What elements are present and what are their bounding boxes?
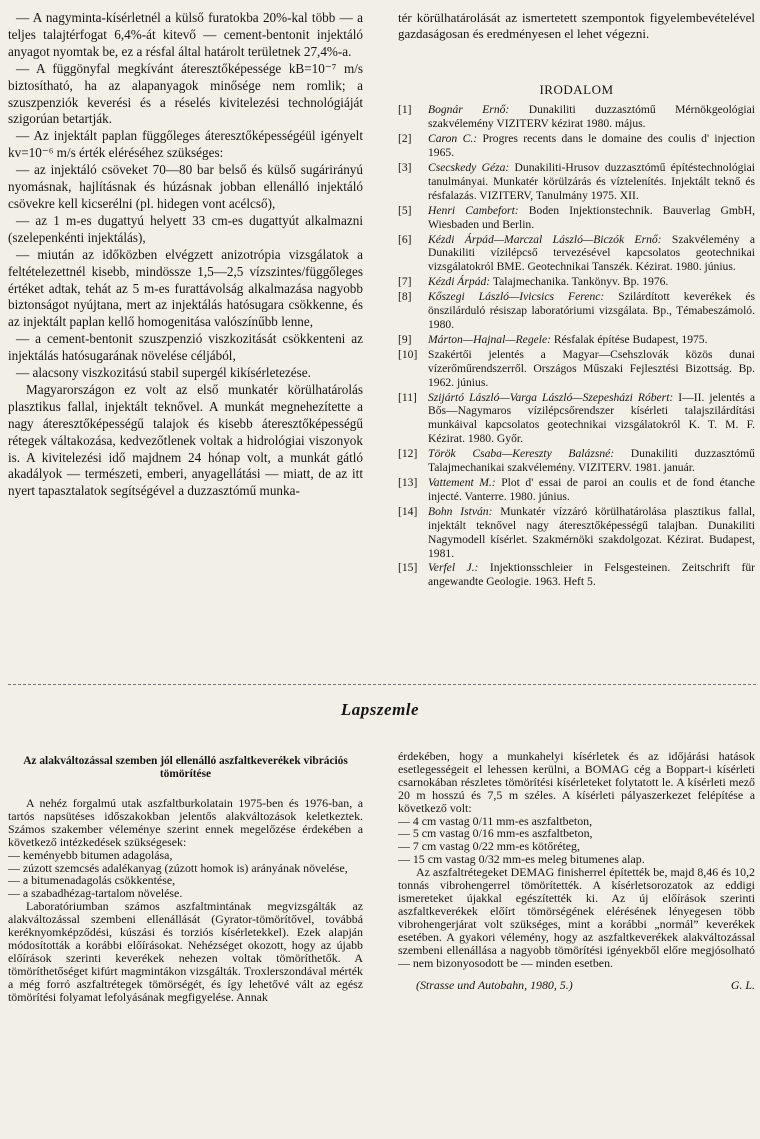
source-citation: (Strasse und Autobahn, 1980, 5.): [416, 978, 573, 993]
left-bottom-paragraph: — a bitumenadagolás csökkentése,: [8, 873, 176, 888]
reference-text: Caron C.: Progres recents dans le domaine des coulis d' injection 1965.: [428, 132, 755, 160]
section-title: Lapszemle: [340, 700, 420, 719]
reference-item: [398, 103, 755, 131]
reference-item: [398, 391, 755, 447]
source-line: [398, 979, 755, 992]
reference-number: [6]: [398, 232, 412, 246]
reference-item: [398, 447, 755, 475]
reference-author: Verfel J.:: [428, 561, 479, 575]
reference-text: Bohn István: Munkatér vízzáró körülhatárolása plasztikus fallal, injektált teknővel nagy áteresztőképességű talajban. Dunakiliti Nagymodell kísérlet. Szakmérnöki szakdolgozat. Kézirat. Budapest, 1981.: [428, 504, 755, 560]
reference-item: [398, 333, 755, 347]
reference-number: [15]: [398, 561, 418, 575]
reference-text: Török Csaba—Kereszty Balázsné: Dunakiliti duzzasztómű Talajmechanikai szakvélemény. VIZITERV. 1981. január.: [428, 447, 755, 475]
left-top-paragraph: Magyarországon ez volt az első munkatér körülhatárolás plasztikus fallal, injektált teknővel. A munkát megnehezítette a nagy áteresztőképességű talajok és kisebb áteresztőképességű rétegek váltakozása, kedvezőtlenek voltak a hidrológiai viszonyok is. A kivitelezési idő majdnem 24 hónap volt, a munkát gátló akadályok — természeti, emberi, anyagellátási — miatt, de az itt nyert tapasztalatok segítségével a duzzasztómű munka-: [8, 381, 363, 499]
right-column-top: [398, 10, 755, 590]
left-top-paragraph: — A nagyminta-kísérletnél a külső furatokba 20%-kal több — a teljes talajtérfogat 6,4%-át kitevő — cement-bentonit injektáló anyagot nyomtak be, ez a résfal által határolt területnek 27,4%-a.: [8, 10, 363, 59]
left-column-top: [8, 10, 363, 500]
reference-item: [398, 348, 755, 390]
reference-author: Bognár Ernő:: [428, 103, 510, 117]
reference-number: [7]: [398, 275, 412, 289]
reference-text: Henri Cambefort: Boden Injektionstechnik. Bauverlag GmbH, Wiesbaden und Berlin.: [428, 203, 756, 231]
article-body-left: [8, 797, 363, 1004]
references-heading: IRODALOM: [539, 82, 614, 98]
reference-item: [398, 476, 755, 504]
reference-text: Bognár Ernő: Dunakiliti duzzasztómű Mérnökgeológiai szakvélemény VIZITERV kézirat 1980. május.: [428, 103, 755, 131]
reference-author: Bohn István:: [428, 504, 493, 518]
reference-number: [2]: [398, 132, 412, 146]
reference-author: Márton—Hajnal—Regele:: [428, 332, 552, 346]
left-bottom-paragraph: A nehéz forgalmú utak aszfaltburkolatain 1975-ben és 1976-ban, a tartós napsütéses időszakokban jelentős alakváltozások keletkeztek. Számos szakember véleménye szerint ennek megelőzése érdekében a következő intézkedések szükségesek:: [8, 796, 363, 849]
reference-item: [398, 561, 755, 589]
reference-item: [398, 161, 755, 203]
reference-text: Kézdi Árpád: Talajmechanika. Tankönyv. Bp. 1976.: [428, 275, 669, 289]
reference-text: Márton—Hajnal—Regele: Résfalak építése Budapest, 1975.: [428, 332, 708, 346]
reference-number: [9]: [398, 332, 412, 346]
reference-number: [12]: [398, 447, 418, 461]
left-top-paragraph: — a cement-bentonit szuszpenzió viszkozitását csökkenteni az injektálás hatósugarának növelése céljából,: [8, 331, 363, 364]
left-column-bottom: [8, 755, 363, 1004]
right-bottom-paragraph: — 5 cm vastag 0/16 mm-es aszfaltbeton,: [398, 826, 593, 841]
reference-author: Caron C.:: [428, 132, 478, 146]
references-list: [398, 103, 755, 589]
left-top-paragraph: — Az injektált paplan függőleges áteresztőképességéül igényelt kv=10⁻⁶ m/s érték eléréséhez szükséges:: [8, 128, 363, 161]
reference-item: [398, 290, 755, 332]
left-top-paragraph: — az injektáló csöveket 70—80 bar belső és külső sugárirányú nyomásnak, hajlításnak és húzásnak jobban ellenálló injektáló csövekre kell kicserélni (pl. hidegen vont acélcső),: [8, 162, 363, 211]
reference-number: [5]: [398, 203, 412, 217]
left-bottom-paragraph: — keményebb bitumen adagolása,: [8, 847, 173, 862]
reference-item: [398, 132, 755, 160]
reference-author: Szijártó László—Varga László—Szepesházi Róbert:: [428, 390, 674, 404]
reference-number: [10]: [398, 347, 418, 361]
reference-number: [14]: [398, 504, 418, 518]
reference-text: Szijártó László—Varga László—Szepesházi Róbert: I—II. jelentés a Bős—Nagymaros vízilépcsőrendszer kísérleti talajszilárdítási munkáival kapcsolatos geotechnikai vizsgálatokról K. T. M. F. Kézirat. 1980. Győr.: [428, 390, 755, 446]
reference-author: Kézdi Árpád:: [428, 275, 491, 289]
left-bottom-paragraph: — a szabadhézag-tartalom növelése.: [8, 886, 183, 901]
reference-item: [398, 505, 755, 561]
left-top-paragraph: — az 1 m-es dugattyú helyett 33 cm-es dugattyút alkalmazni (szelepenkénti injektálás),: [8, 212, 363, 245]
reference-text: Szakértői jelentés a Magyar—Csehszlovák közös dunai vízerőműrendszerről. Országos Műszaki Fejlesztési Bizottság. Bp. 1962. június.: [428, 347, 755, 389]
article-title: Az alakváltozással szemben jól ellenálló aszfaltkeverékek vibrációs tömörítése: [23, 755, 348, 780]
left-top-paragraph: — A függönyfal megkívánt áteresztőképessége kB=10⁻⁷ m/s biztosítható, ha az alapanyagok minősége nem romlik; a szuszpenziók keverési és a réselés kivitelezési technológiáját szigorúan betartják.: [8, 60, 363, 127]
reference-number: [11]: [398, 390, 417, 404]
article-conclusion: tér körülhatárolását az ismertetett szempontok figyelembevételével gazdaságosan és eredményesen el lehet végezni.: [398, 10, 755, 42]
reference-number: [13]: [398, 475, 418, 489]
section-divider: [8, 684, 756, 685]
reference-author: Vattement M.:: [428, 475, 496, 489]
reference-author: Henri Cambefort:: [428, 203, 519, 217]
reference-text: Vattement M.: Plot d' essai de paroi an coulis et de fond étanche injecté. Vanterre. 1980. június.: [428, 475, 755, 503]
right-bottom-paragraph: érdekében, hogy a munkahelyi kísérletek és az időjárási hatások esetlegességeit el lehessen kerülni, a BOMAG cég a Boppart-i kísérleti csarnokában részletes tömörítési kísérleteket folytatott le. A kísérleti mező 20 m hosszú és 7,5 m széles. A kísérleti pályaszerkezet felépítése a következő volt:: [398, 749, 755, 815]
left-top-paragraph: — miután az időközben elvégzett anizotrópia vizsgálatok a feltételezettnél kisebb, mindössze 1,5—2,5 vízszintes/függőleges értéket adtak, tehát az 5 m-es furattávolság alkalmazása nagyobb biztonságot nyújtana, mert az injektálás hatósugara csökkenne, és az injektált paplan kellő homogenitása valószínűbb lenne,: [8, 246, 363, 330]
right-column-bottom: [398, 750, 755, 992]
right-bottom-paragraph: — 15 cm vastag 0/32 mm-es meleg bitumenes alap.: [398, 852, 645, 867]
reference-item: [398, 233, 755, 275]
reference-text: Csecskedy Géza: Dunakiliti-Hrusov duzzasztómű építéstechnológiai tanulmányai. Munkatér körülzárás és víztelenítés. Injektált teknő és résfalazás. VIZITERV, Tanulmány 1975. XII.: [428, 161, 756, 202]
reference-number: [1]: [398, 103, 412, 117]
reference-number: [3]: [398, 161, 412, 175]
reference-item: [398, 204, 755, 232]
left-bottom-paragraph: — zúzott szemcsés adalékanyag (zúzott homok is) arányának növelése,: [8, 860, 348, 875]
left-bottom-paragraph: Laboratóriumban számos aszfaltmintának megvizsgálták az alakváltozással szembeni ellenállását (Gyrator-tömörítővel, továbbá keréknyomképződési, kúszási és torziós kísérletekkel). Ezek alapján módosították a korábbi előírásokat. Nehézséget okozott, hogy az újabb előírások szerinti keverékek nehezen voltak tömöríthetők. A tömöríthetőséget kifúrt magmintákon vizsgálták. Troxlerszondával mérték a még forró aszfaltrétegek tömörségét, és így lehetővé vált az egész tömörítési folyamat lefolyásának megfigyelése. Annak: [8, 899, 363, 1004]
article-body-right: [398, 750, 755, 969]
author-signature: G. L.: [730, 978, 755, 993]
reference-text: Kézdi Árpád—Marczal László—Biczók Ernő: Szakvélemény a Dunakiliti vízilépcső tervezésével kapcsolatos geotechnikai vizsgálatokról BME. Geotechnikai Tanszék. Kézirat. 1980. június.: [428, 232, 756, 274]
left-top-paragraph: — alacsony viszkozitású stabil supergél kikísérletezése.: [16, 365, 311, 381]
reference-author: Török Csaba—Kereszty Balázsné:: [428, 447, 615, 461]
reference-author: Kézdi Árpád—Marczal László—Biczók Ernő:: [428, 232, 662, 246]
right-bottom-paragraph: Az aszfaltrétegeket DEMAG finisherrel építették be, majd 8,46 és 10,2 tonnás vibrohengerrel tömörítették. A kísérletsorozatok az eddigi ismereteket újakkal egészítették ki. Az új előírások szerinti aszfaltkeverékek előírt tömörségének elérésének lényegesen több vibrohengerjárat volt szükséges, mint a korábbi „normál” keverékek esetében. A gyakori vélemény, hogy az aszfaltkeverékek alakváltozással szembeni ellenállása a nagyobb tömörítési igényekből előre megjósolható — nem bizonyosodott be — minden esetben.: [398, 865, 755, 970]
reference-text: Kőszegi László—Ivicsics Ferenc: Szilárdított keverékek és önszilárduló résiszap laboratóriumi vizsgálata. Bp., Témabeszámoló. 1980.: [428, 290, 755, 331]
reference-number: [8]: [398, 290, 412, 304]
right-bottom-paragraph: — 4 cm vastag 0/11 mm-es aszfaltbeton,: [398, 813, 593, 828]
reference-author: Csecskedy Géza:: [428, 161, 510, 175]
reference-text: Verfel J.: Injektionsschleier in Felsgesteinen. Zeitschrift für angewandte Geologie. 1963. Heft 5.: [428, 561, 755, 589]
reference-item: [398, 275, 755, 289]
right-bottom-paragraph: — 7 cm vastag 0/22 mm-es kötőréteg,: [398, 839, 580, 854]
reference-author: Kőszegi László—Ivicsics Ferenc:: [428, 290, 605, 304]
